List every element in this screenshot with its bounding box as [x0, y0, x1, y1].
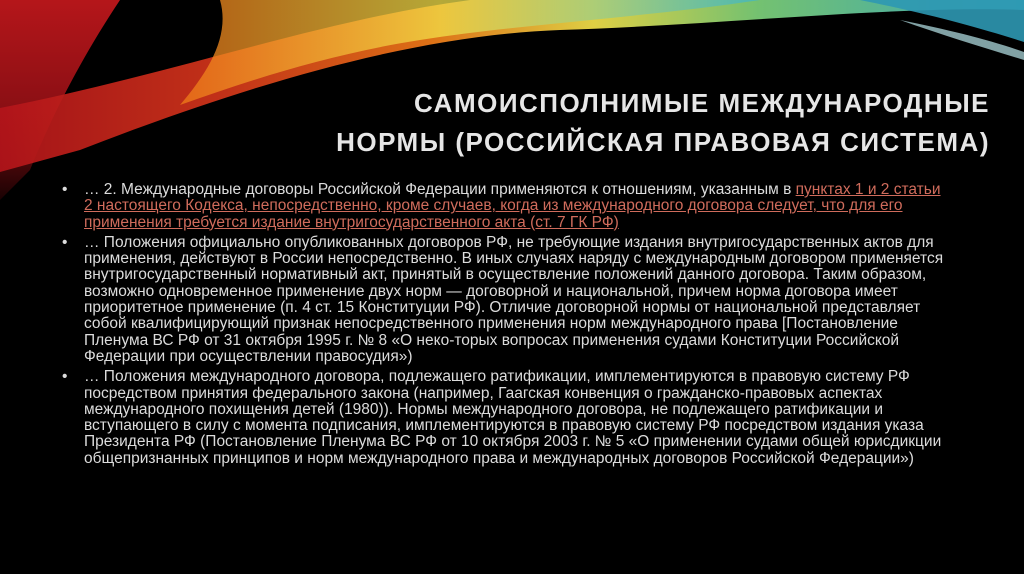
bullet-item [62, 369, 952, 467]
bullet-item [62, 182, 952, 231]
bullet-icon: • [62, 368, 68, 386]
bullet-icon: • [62, 181, 68, 198]
slide-title [190, 84, 990, 162]
title-line-2: НОРМЫ (РОССИЙСКАЯ ПРАВОВАЯ СИСТЕМА) [336, 127, 990, 157]
slide-body [62, 182, 952, 471]
gk-rf-article-link[interactable]: пунктах 1 и 2 статьи 2 настоящего Кодекса, непосредственно, кроме случаев, когда из международного договора следует, что для его применения требуется издание внутригосударственного акта (ст. 7 ГК РФ) [84, 181, 941, 231]
bullet-icon: • [62, 233, 68, 251]
bullet-item [62, 235, 952, 365]
bullet-text: … Положения официально опубликованных договоров РФ, не требующие издания внутригосударственных актов для применения, действуют в России непосредственно. В иных случаях наряду с международным договором применяется внутригосударственный нормативный акт, принятый в осуществление положений данного договора. Таким образом, возможно одновременное применение двух норм — договорной и национальной, причем норма договора имеет приоритетное применение (п. 4 ст. 15 Конституции РФ). Отличие договорной нормы от национальной представляет собой квалифицирующий признак непосредственного применения норм международного права [Постановление Пленума ВС РФ от 31 октября 1995 г. № 8 «О неко-торых вопросах применения судами Конституции Российской Федерации при осуществлении правосудия») [84, 233, 944, 365]
bullet-text: … Положения международного договора, подлежащего ратификации, имплементируются в правовую систему РФ посредством принятия федерального закона (например, Гаагская конвенция о гражданско-правовых аспектах международного похищения детей (1980)). Нормы международного договора, не подлежащего ратификации и вступающего в силу с момента подписания, имплементируются в правовую систему РФ посредством издания указа Президента РФ (Постановление Пленума ВС РФ от 10 октября 2003 г. № 5 «О применении судами общей юрисдикции общепризнанных принципов и норм международного права и международных договоров Российской Федерации») [84, 368, 942, 467]
title-line-1: САМОИСПОЛНИМЫЕ МЕЖДУНАРОДНЫЕ [414, 88, 990, 118]
bullet-text: … 2. Международные договоры Российской Федерации применяются к отношениям, указанным в [84, 181, 796, 198]
